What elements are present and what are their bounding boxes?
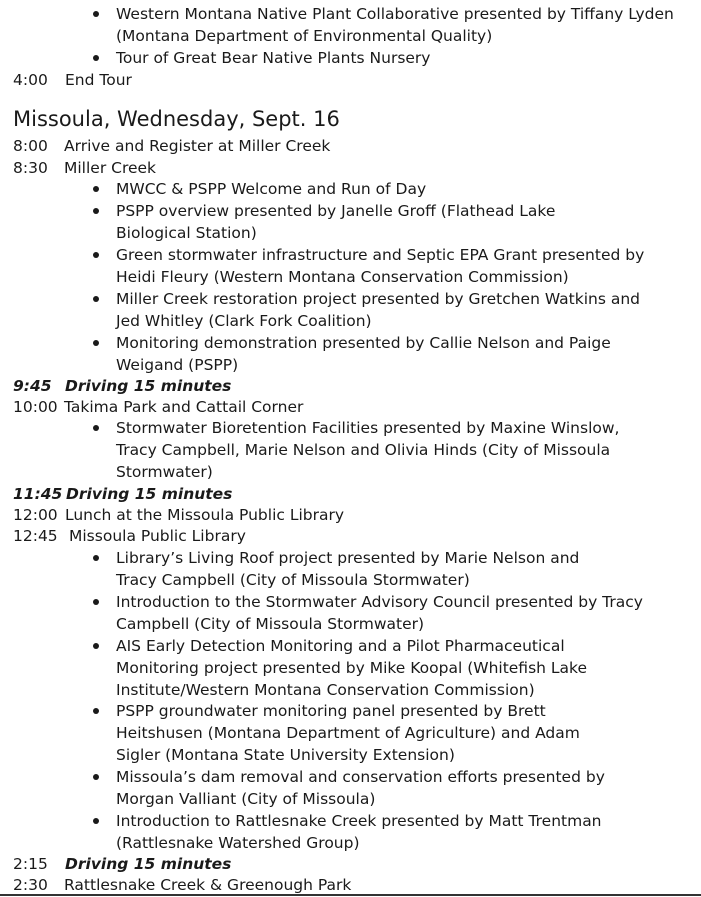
page-bottom-divider	[0, 894, 701, 896]
bullet-icon	[93, 208, 99, 214]
list-item: Library’s Living Roof project presented by Marie Nelson and Tracy Campbell (City of Missoula Stormwater)	[116, 549, 580, 589]
bullet-icon	[93, 599, 99, 605]
bullet-icon	[93, 186, 99, 192]
event-label: Takima Park and Cattail Corner	[64, 398, 304, 416]
event-label: Driving 15 minutes	[65, 855, 232, 873]
bullet-icon	[93, 252, 99, 258]
list-item: Introduction to Rattlesnake Creek presented by Matt Trentman (Rattlesnake Watershed Group)	[116, 812, 602, 852]
list-item: PSPP overview presented by Janelle Groff (Flathead Lake Biological Station)	[116, 202, 556, 242]
event-label: Lunch at the Missoula Public Library	[65, 506, 345, 524]
list-item: Tour of Great Bear Native Plants Nursery	[116, 49, 431, 67]
bullet-icon	[93, 708, 99, 714]
event-label: Driving 15 minutes	[65, 377, 232, 395]
bullet-icon	[93, 555, 99, 561]
list-item: Green stormwater infrastructure and Septic EPA Grant presented by Heidi Fleury (Western Montana Conservation Commission)	[116, 246, 645, 286]
time-label: 12:00	[13, 506, 58, 524]
time-label: 2:30	[13, 876, 48, 894]
list-item: AIS Early Detection Monitoring and a Pilot Pharmaceutical Monitoring project presented by Mike Koopal (Whitefish Lake Institute/Western Montana Conservation Commission)	[116, 637, 587, 699]
event-label: End Tour	[65, 71, 132, 89]
event-label: Driving 15 minutes	[66, 485, 233, 503]
bullet-icon	[93, 55, 99, 61]
bullet-icon	[93, 11, 99, 17]
list-item: Miller Creek restoration project presented by Gretchen Watkins and Jed Whitley (Clark Fork Coalition)	[116, 290, 641, 330]
bullet-icon	[93, 296, 99, 302]
bullet-icon	[93, 818, 99, 824]
time-label: 9:45	[13, 377, 52, 395]
list-item: Introduction to the Stormwater Advisory Council presented by Tracy Campbell (City of Missoula Stormwater)	[116, 593, 643, 633]
event-label: Miller Creek	[64, 159, 157, 177]
time-label: 4:00	[13, 71, 48, 89]
time-label: 8:30	[13, 159, 48, 177]
list-item: Western Montana Native Plant Collaborative presented by Tiffany Lyden (Montana Department of Environmental Quality)	[116, 5, 674, 45]
event-label: Missoula Public Library	[69, 527, 246, 545]
bullet-icon	[93, 425, 99, 431]
event-label: Rattlesnake Creek & Greenough Park	[64, 876, 352, 894]
time-label: 10:00	[13, 398, 58, 416]
event-label: Arrive and Register at Miller Creek	[64, 137, 331, 155]
list-item: Stormwater Bioretention Facilities presented by Maxine Winslow, Tracy Campbell, Marie Nelson and Olivia Hinds (City of Missoula Stormwater)	[116, 419, 620, 481]
bullet-icon	[93, 643, 99, 649]
time-label: 12:45	[13, 527, 58, 545]
list-item: MWCC & PSPP Welcome and Run of Day	[116, 180, 427, 198]
time-label: 11:45	[13, 485, 63, 503]
list-item: Missoula’s dam removal and conservation efforts presented by Morgan Valliant (City of Missoula)	[116, 768, 605, 808]
time-label: 8:00	[13, 137, 48, 155]
day-heading: Missoula, Wednesday, Sept. 16	[13, 107, 340, 131]
list-item: Monitoring demonstration presented by Callie Nelson and Paige Weigand (PSPP)	[116, 334, 611, 374]
bullet-icon	[93, 774, 99, 780]
list-item: PSPP groundwater monitoring panel presented by Brett Heitshusen (Montana Department of Agriculture) and Adam Sigler (Montana State University Extension)	[116, 702, 580, 764]
bullet-icon	[93, 340, 99, 346]
time-label: 2:15	[13, 855, 48, 873]
